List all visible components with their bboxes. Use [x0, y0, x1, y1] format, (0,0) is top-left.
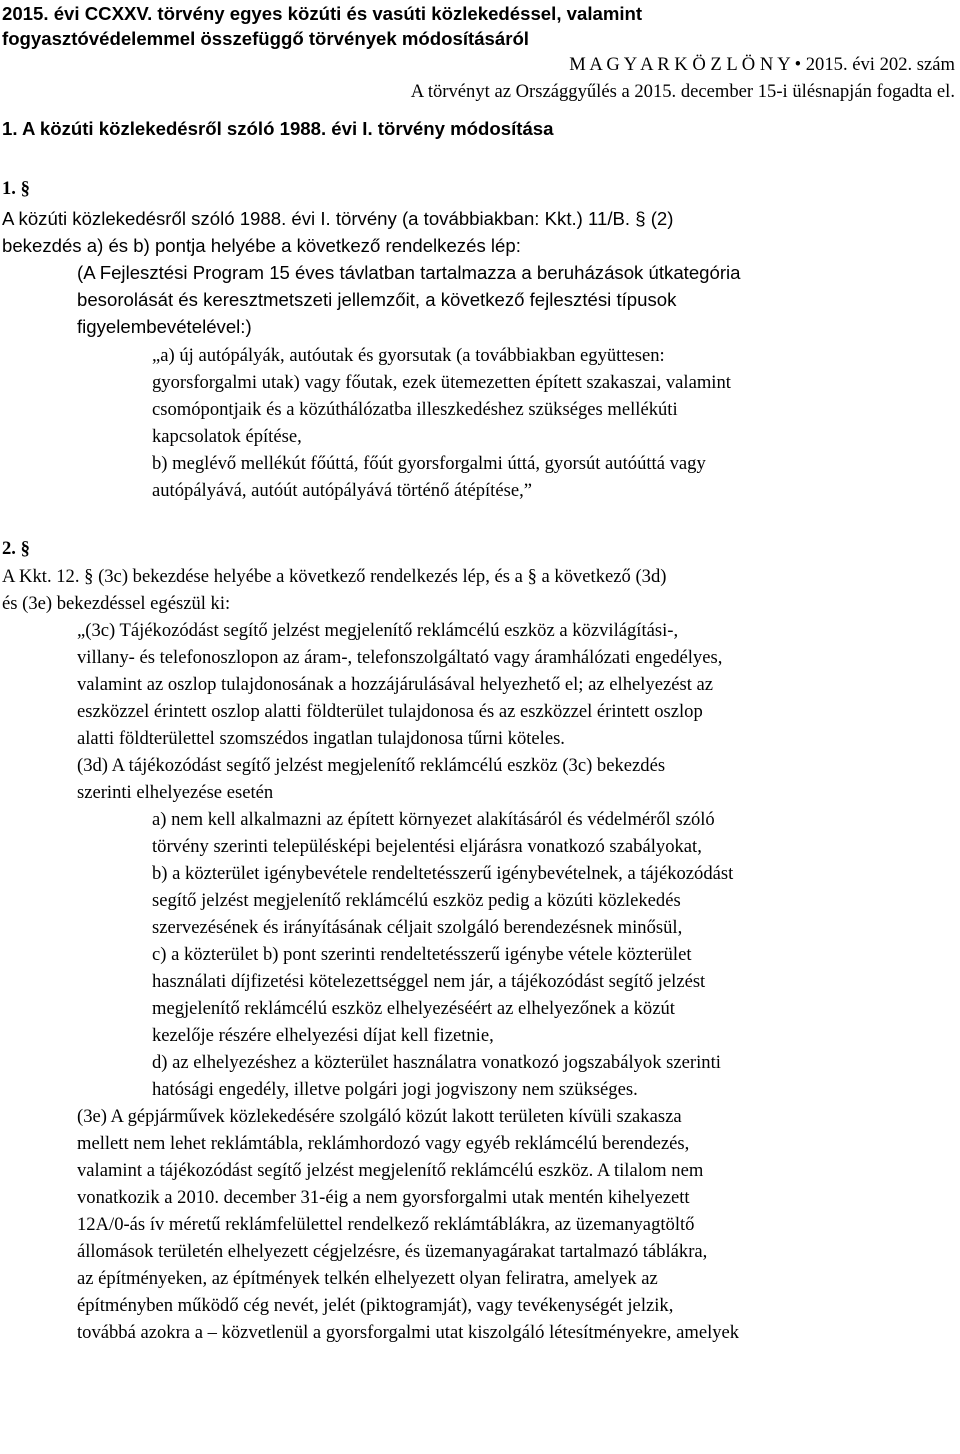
para-3e-line-6: állomások területén elhelyezett cégjelzésre, és üzemanyagárakat tartalmazó táblákra, — [77, 1241, 708, 1262]
section-2-text-line-2: és (3e) bekezdéssel egészül ki: — [2, 593, 231, 614]
section-1-point-line-2: gyorsforgalmi utak) vagy főutak, ezek ütemezetten épített szakaszai, valamint — [152, 372, 731, 393]
para-3e-line-3: valamint a tájékozódást segítő jelzést megjelenítő reklámcélú eszköz. A tilalom nem — [77, 1160, 704, 1181]
section-1-text-line-1: A közúti közlekedésről szóló 1988. évi I. törvény (a továbbiakban: Kkt.) 11/B. § (2) — [2, 208, 674, 229]
para-3d-point-line-9: kezelője részére elhelyezési díjat kell fizetnie, — [152, 1025, 494, 1046]
para-3d-point-line-6: c) a közterület b) pont szerinti rendeltetésszerű igénybe vétele közterület — [152, 944, 692, 965]
section-1-point-line-3: csomópontjaik és a közúthálózatba illeszkedéshez szükséges mellékúti — [152, 399, 678, 420]
para-3d-point-line-1: a) nem kell alkalmazni az épített környezet alakításáról és védelméről szóló — [152, 809, 715, 830]
para-3e-line-1: (3e) A gépjárművek közlekedésére szolgáló közút lakott területen kívüli szakasza — [77, 1106, 682, 1127]
para-3d-point-line-7: használati díjfizetési kötelezettséggel nem jár, a tájékozódást segítő jelzést — [152, 971, 706, 992]
part-1-heading: 1. A közúti közlekedésről szóló 1988. évi I. törvény módosítása — [2, 118, 554, 139]
para-3c-line-2: villany- és telefonoszlopon az áram-, telefonszolgáltató vagy áramhálózati engedélyes, — [77, 647, 723, 668]
para-3d-point-line-8: megjelenítő reklámcélú eszköz elhelyezéséért az elhelyezőnek a közút — [152, 998, 675, 1019]
para-3c-line-5: alatti földterülettel szomszédos ingatlan tulajdonosa tűrni köteles. — [77, 728, 565, 749]
para-3e-line-7: az építményeken, az építmények telkén elhelyezett olyan feliratra, amelyek az — [77, 1268, 658, 1289]
para-3e-line-4: vonatkozik a 2010. december 31-éig a nem gyorsforgalmi utak mentén kihelyezett — [77, 1187, 690, 1208]
section-1-quote-intro-line-1: (A Fejlesztési Program 15 éves távlatban tartalmazza a beruházások útkategória — [77, 262, 741, 283]
para-3d-point-line-11: hatósági engedély, illetve polgári jogi jogviszony nem szükséges. — [152, 1079, 638, 1100]
section-1-point-line-1: „a) új autópályák, autóutak és gyorsutak (a továbbiakban együttesen: — [152, 345, 665, 366]
para-3c-line-4: eszközzel érintett oszlop alatti földterület tulajdonosa és az eszközzel érintett oszlop — [77, 701, 703, 722]
para-3e-line-5: 12A/0-ás ív méretű reklámfelülettel rendelkező reklámtáblákra, az üzemanyagtöltő — [77, 1214, 695, 1235]
para-3c-line-1: „(3c) Tájékozódást segítő jelzést megjelenítő reklámcélú eszköz a közvilágítási-, — [77, 620, 679, 641]
para-3d-point-line-4: segítő jelzést megjelenítő reklámcélú eszköz pedig a közúti közlekedés — [152, 890, 681, 911]
document-title-line-2: fogyasztóvédelemmel összefüggő törvények módosításáról — [2, 28, 529, 49]
para-3d-point-line-10: d) az elhelyezéshez a közterület használatra vonatkozó jogszabályok szerinti — [152, 1052, 721, 1073]
para-3d-line-1: (3d) A tájékozódást segítő jelzést megjelenítő reklámcélú eszköz (3c) bekezdés — [77, 755, 666, 776]
section-2-number: 2. § — [2, 538, 30, 559]
para-3e-line-8: építményben működő cég nevét, jelét (piktogramját), vagy tevékenységét jelzik, — [77, 1295, 674, 1316]
para-3e-line-9: továbbá azokra a – közvetlenül a gyorsforgalmi utat kiszolgáló létesítményekre, amelyek — [77, 1322, 740, 1343]
adoption-note: A törvényt az Országgyűlés a 2015. december 15-i ülésnapján fogadta el. — [410, 81, 955, 102]
para-3c-line-3: valamint az oszlop tulajdonosának a hozzájárulásával helyezhető el; az elhelyezést az — [77, 674, 714, 695]
section-1-number: 1. § — [2, 178, 30, 199]
section-1-point-line-6: autópályává, autóút autópályává történő átépítése,” — [152, 480, 532, 501]
para-3d-point-line-2: törvény szerinti településképi bejelentési eljárásra vonatkozó szabályokat, — [152, 836, 702, 857]
para-3d-line-2: szerinti elhelyezése esetén — [77, 782, 274, 803]
section-1-quote-intro-line-3: figyelembevételével:) — [77, 316, 252, 337]
para-3e-line-2: mellett nem lehet reklámtábla, reklámhordozó vagy egyéb reklámcélú berendezés, — [77, 1133, 690, 1154]
para-3d-point-line-3: b) a közterület igénybevétele rendeltetésszerű igénybevételnek, a tájékozódást — [152, 863, 734, 884]
para-3d-point-line-5: szervezésének és irányításának céljait szolgáló berendezésnek minősül, — [152, 917, 683, 938]
section-1-point-line-5: b) meglévő mellékút főúttá, főút gyorsforgalmi úttá, gyorsút autóúttá vagy — [152, 453, 706, 474]
section-1-point-line-4: kapcsolatok építése, — [152, 426, 302, 447]
section-1-quote-intro-line-2: besorolását és keresztmetszeti jellemzőit, a következő fejlesztési típusok — [77, 289, 677, 310]
section-1-text-line-2: bekezdés a) és b) pontja helyébe a következő rendelkezés lép: — [2, 235, 521, 256]
document-title-line-1: 2015. évi CCXXV. törvény egyes közúti és vasúti közlekedéssel, valamint — [2, 3, 643, 24]
section-2-text-line-1: A Kkt. 12. § (3c) bekezdése helyébe a következő rendelkezés lép, és a § a következő (3d) — [2, 566, 667, 587]
publication-info: M A G Y A R K Ö Z L Ö N Y • 2015. évi 202. szám — [569, 54, 955, 75]
